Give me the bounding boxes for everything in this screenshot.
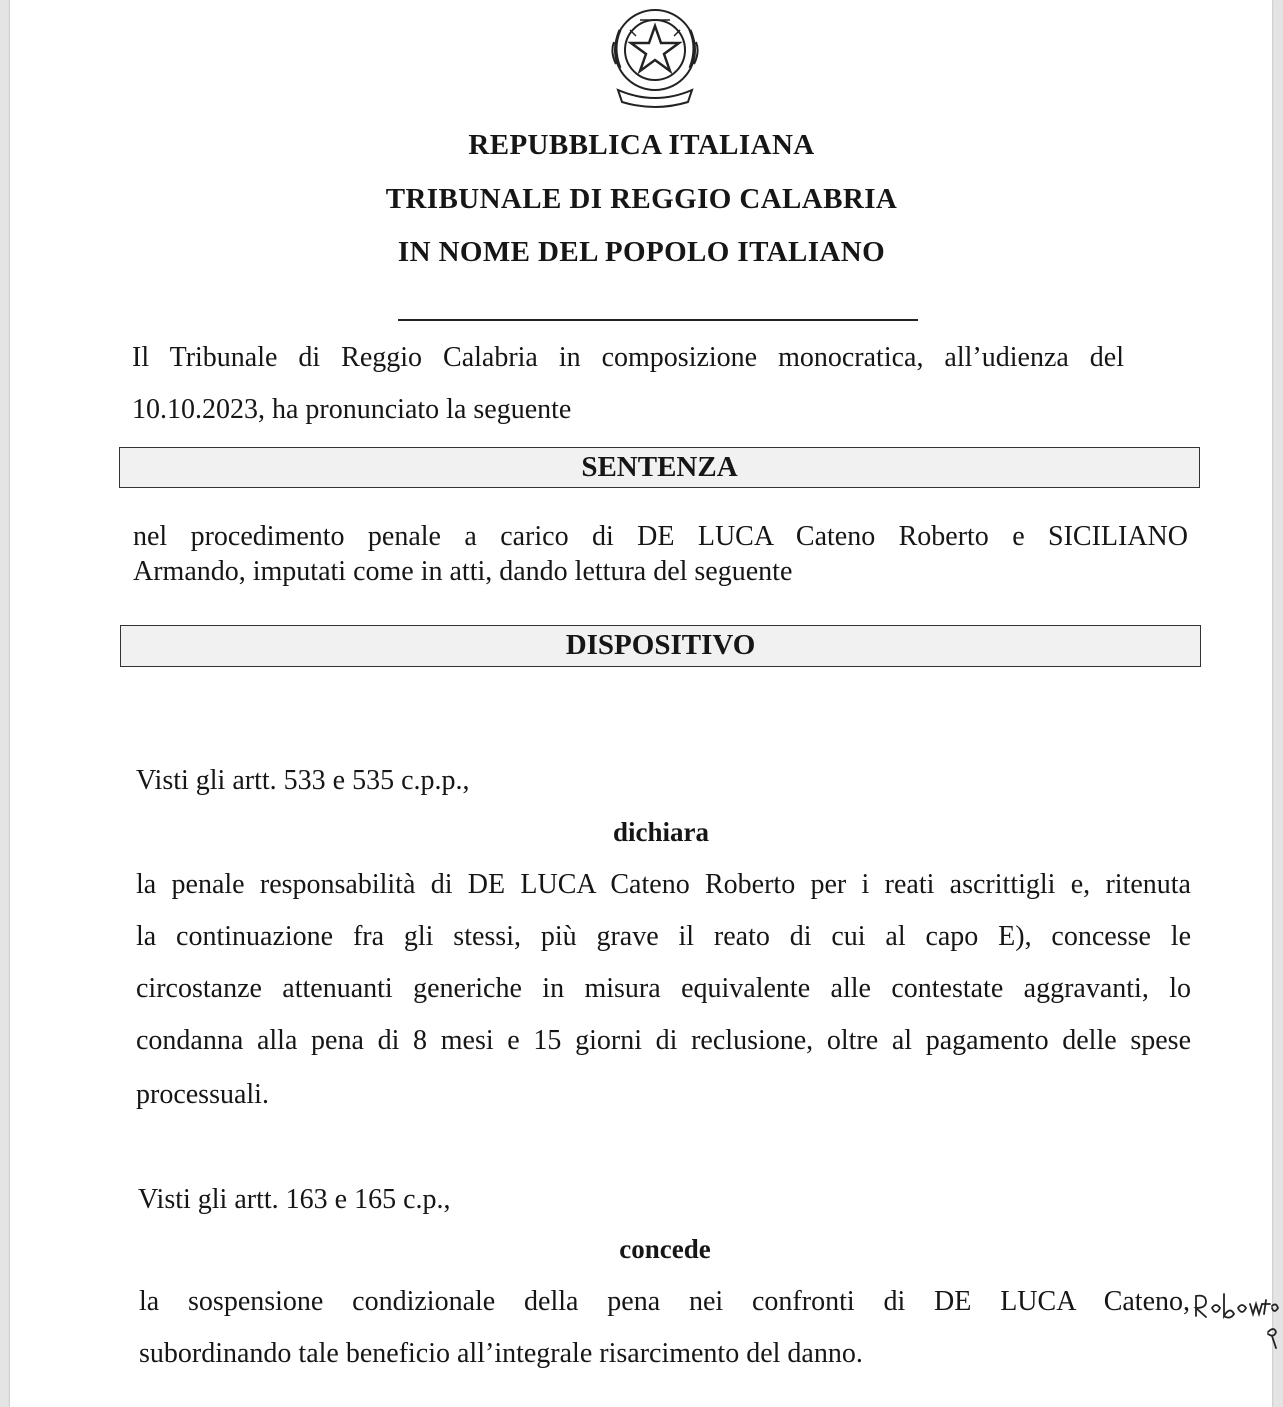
sentenza-title: SENTENZA <box>581 451 738 483</box>
sentenza-title-box <box>119 447 1200 488</box>
section1-line-4: condanna alla pena di 8 mesi e 15 giorni di reclusione, oltre al pagamento delle spese <box>136 1025 1191 1056</box>
dispositivo-title: DISPOSITIVO <box>565 629 756 661</box>
handwritten-insert-roberto <box>1192 1288 1282 1358</box>
section1-line-1: la penale responsabilità di DE LUCA Cateno Roberto per i reati ascrittigli e, ritenuta <box>136 869 1191 900</box>
header-republic: REPUBBLICA ITALIANA <box>468 129 815 161</box>
section2-line-2: subordinando tale beneficio all’integrale risarcimento del danno. <box>139 1338 863 1369</box>
proceeding-line-1: nel procedimento penale a carico di DE LUCA Cateno Roberto e SICILIANO <box>133 521 1188 552</box>
section2-visti: Visti gli artt. 163 e 165 c.p., <box>138 1184 451 1215</box>
section1-line-2: la continuazione fra gli stessi, più grave il reato di cui al capo E), concesse le <box>136 921 1191 952</box>
section1-visti: Visti gli artt. 533 e 535 c.p.p., <box>136 765 470 796</box>
header-people: IN NOME DEL POPOLO ITALIANO <box>397 236 886 268</box>
intro-line-2: 10.10.2023, ha pronunciato la seguente <box>132 394 572 425</box>
section2-verb-concede: concede <box>619 1234 711 1264</box>
intro-line-1: Il Tribunale di Reggio Calabria in composizione monocratica, all’udienza del <box>132 342 1124 373</box>
emblem-repubblica-italiana-icon <box>600 2 710 110</box>
header-court: TRIBUNALE DI REGGIO CALABRIA <box>385 183 898 215</box>
section2-line-1: la sospensione condizionale della pena nei confronti di DE LUCA Cateno, <box>139 1286 1190 1317</box>
header-divider <box>398 319 918 321</box>
section1-line-5: processuali. <box>136 1079 269 1110</box>
dispositivo-title-box <box>120 625 1201 667</box>
section1-line-3: circostanze attenuanti generiche in misura equivalente alle contestate aggravanti, lo <box>136 973 1191 1004</box>
section1-verb-dichiara: dichiara <box>612 817 709 847</box>
proceeding-line-2: Armando, imputati come in atti, dando lettura del seguente <box>133 556 793 587</box>
